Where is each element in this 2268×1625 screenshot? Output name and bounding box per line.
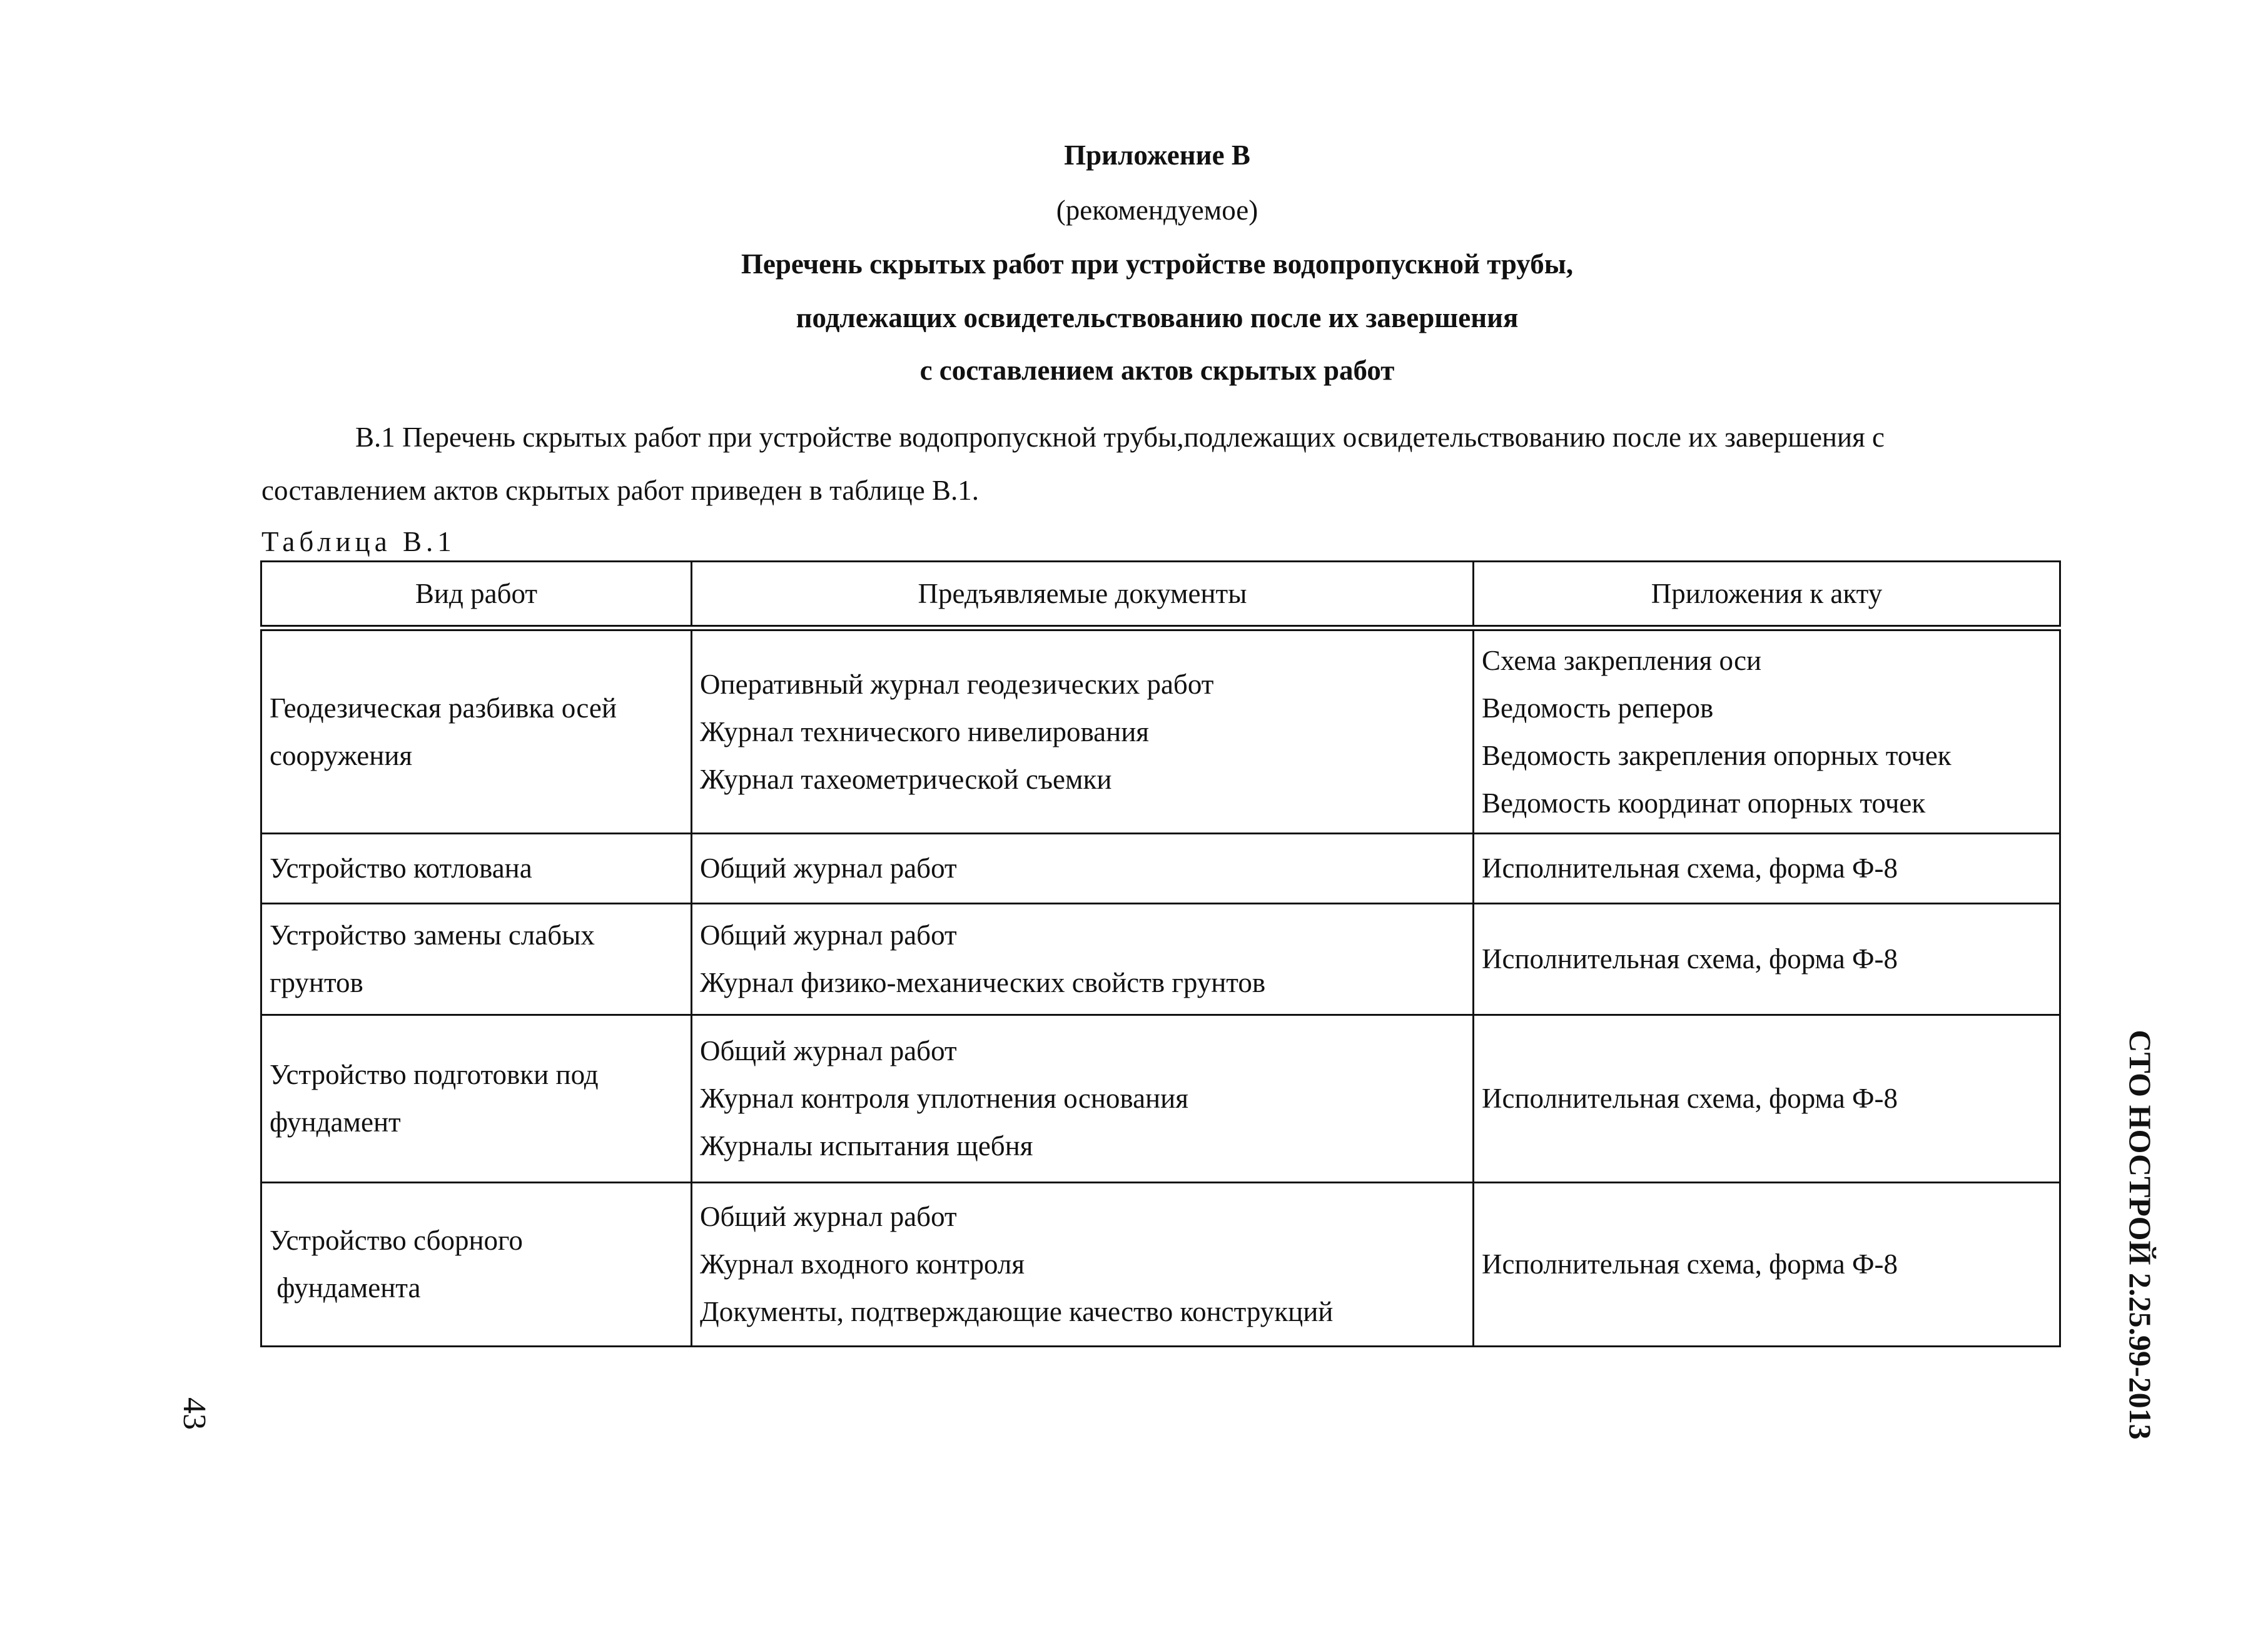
work-line: грунтов (270, 967, 363, 998)
work-line: Устройство котлована (270, 853, 532, 884)
document-line: Журнал входного контроля (700, 1248, 1025, 1280)
document-code: СТО НОСТРОЙ 2.25.99-2013 (2123, 1030, 2158, 1440)
work-line: сооружения (270, 739, 413, 771)
document-line: Общий журнал работ (700, 853, 957, 884)
appendix-title: Приложение В (1064, 139, 1250, 171)
attachments-cell (1474, 833, 2060, 903)
document-line: Журнал контроля уплотнения основания (700, 1083, 1188, 1114)
document-line: Журнал тахеометрической съемки (700, 763, 1112, 795)
document-line: Журнал технического нивелирования (700, 716, 1150, 747)
attachment-line: Исполнительная схема, форма Ф-8 (1482, 943, 1898, 974)
documents-cell (692, 1015, 1474, 1182)
title-line-1: Перечень скрытых работ при устройстве водопропускной трубы, (741, 248, 1574, 280)
title-line-3: с составлением актов скрытых работ (919, 355, 1395, 386)
attachment-line: Ведомость координат опорных точек (1482, 787, 1926, 819)
attachment-line: Ведомость закрепления опорных точек (1482, 739, 1952, 771)
document-line: Общий журнал работ (700, 1035, 957, 1066)
attachment-line: Исполнительная схема, форма Ф-8 (1482, 853, 1898, 884)
page-number: 43 (176, 1397, 212, 1430)
header-work-type: Вид работ (261, 562, 692, 629)
work-line: Геодезическая разбивка осей (270, 692, 617, 724)
table-caption: Таблица В.1 (261, 526, 456, 557)
attachments-cell (1474, 1015, 2060, 1182)
work-cell (261, 628, 692, 833)
attachment-line: Исполнительная схема, форма Ф-8 (1482, 1083, 1898, 1114)
work-line: фундамент (270, 1106, 401, 1138)
document-line: Журналы испытания щебня (700, 1130, 1033, 1162)
table-row (261, 833, 2060, 903)
attachments-cell (1474, 903, 2060, 1015)
table-row (261, 1182, 2060, 1346)
document-line: Документы, подтверждающие качество конструкций (700, 1296, 1334, 1327)
document-line: Общий журнал работ (700, 919, 957, 951)
document-line: Общий журнал работ (700, 1201, 957, 1232)
work-line: Устройство замены слабых (270, 919, 595, 951)
document-line: Оперативный журнал геодезических работ (700, 668, 1214, 700)
table-row (261, 628, 2060, 833)
work-cell (261, 1015, 692, 1182)
work-line: Устройство сборного (270, 1225, 523, 1256)
intro-line-2: составлением актов скрытых работ приведен в таблице В.1. (261, 475, 979, 506)
attachments-cell (1474, 628, 2060, 833)
documents-cell (692, 628, 1474, 833)
header-documents: Предъявляемые документы (692, 562, 1474, 629)
documents-cell (692, 1182, 1474, 1346)
works-table (260, 560, 2061, 1347)
work-cell (261, 833, 692, 903)
documents-cell (692, 833, 1474, 903)
table-row (261, 1015, 2060, 1182)
attachments-cell (1474, 1182, 2060, 1346)
appendix-status: (рекомендуемое) (1056, 195, 1258, 226)
work-cell (261, 1182, 692, 1346)
title-line-2: подлежащих освидетельствованию после их завершения (796, 302, 1519, 333)
work-line: Устройство подготовки под (270, 1059, 599, 1090)
document-line: Журнал физико-механических свойств грунтов (700, 967, 1266, 998)
header-attachments: Приложения к акту (1474, 562, 2060, 629)
table-row (261, 903, 2060, 1015)
work-line: фундамента (270, 1272, 421, 1304)
table-header-row (261, 562, 2060, 629)
intro-line-1: В.1 Перечень скрытых работ при устройстве водопропускной трубы,подлежащих освидетельствованию после их завершения с (355, 422, 1885, 453)
attachment-line: Схема закрепления оси (1482, 644, 1762, 676)
documents-cell (692, 903, 1474, 1015)
work-cell (261, 903, 692, 1015)
attachment-line: Ведомость реперов (1482, 692, 1714, 724)
attachment-line: Исполнительная схема, форма Ф-8 (1482, 1248, 1898, 1280)
